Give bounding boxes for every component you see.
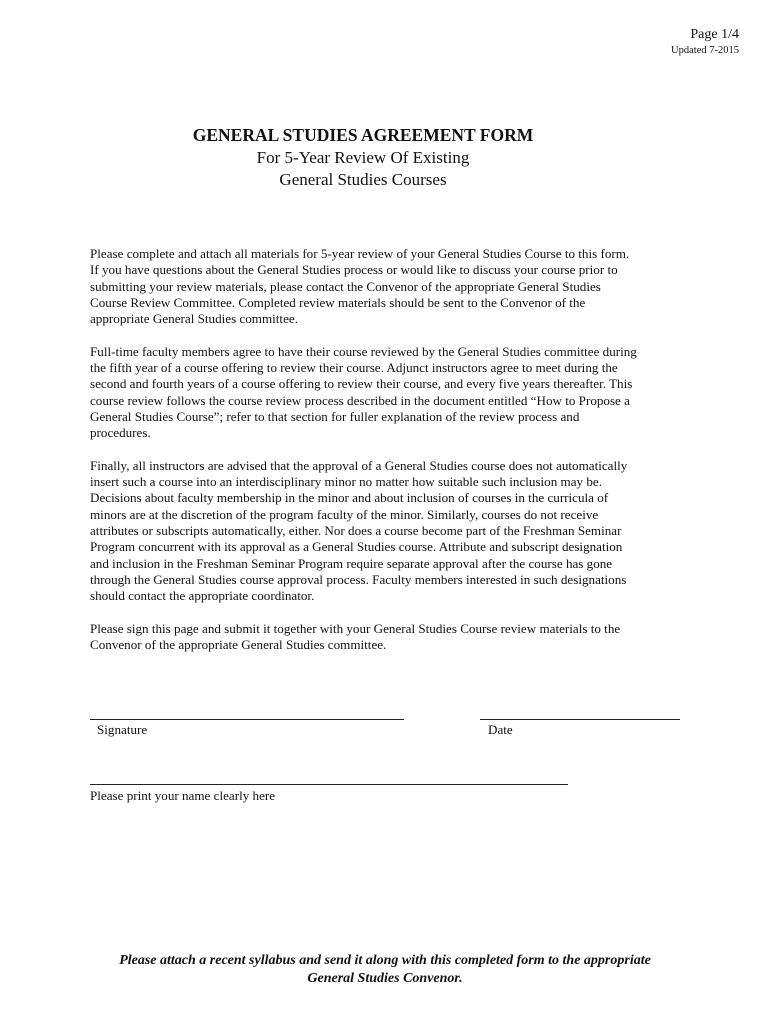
paragraph-instructions: Please complete and attach all materials for 5-year review of your General Studies Course to this form. If you have questions about the General Studies process or would like to discuss your course prior to submitting your review materials, please contact the Convenor of the appropriate General Studies Course Review Committee. Completed review materials should be sent to the Convenor of the appropriate General Studies committee. bbox=[90, 246, 630, 327]
date-label: Date bbox=[488, 722, 513, 737]
form-title: GENERAL STUDIES AGREEMENT FORM bbox=[192, 125, 534, 145]
page-number: Page 1/4 bbox=[690, 27, 739, 42]
paragraph-minor-inclusion: Finally, all instructors are advised that the approval of a General Studies course does not automatically insert such a course into an interdisciplinary minor no matter how suitable such inclusion may be. Decisions about faculty membership in the minor and about inclusion of courses in the curricula of minors are at the discretion of the program faculty of the minor. Similarly, courses do not receive attributes or subscripts automatically, either. Nor does a course become part of the Freshman Seminar Program concurrent with its approval as a General Studies course. Attribute and subscript designation and inclusion in the Freshman Seminar Program require separate approval after the course has gone through the General Studies course approval process. Faculty members interested in such designations should contact the appropriate coordinator. bbox=[90, 457, 628, 604]
signature-label: Signature bbox=[97, 722, 148, 737]
footer-note-line-1: Please attach a recent syllabus and send it along with this completed form to the appropriate bbox=[119, 953, 651, 968]
footer-note-line-2: General Studies Convenor. bbox=[307, 971, 463, 986]
paragraph-submission: Please sign this page and submit it together with your General Studies Course review materials to the Convenor of the appropriate General Studies committee. bbox=[90, 620, 621, 653]
date-line[interactable] bbox=[480, 719, 680, 720]
print-name-label: Please print your name clearly here bbox=[90, 788, 276, 803]
paragraph-review-schedule: Full-time faculty members agree to have their course reviewed by the General Studies committee during the fifth year of a course offering to review their course. Adjunct instructors agree to meet during the second and fourth years of a course offering to review their course, and every five years thereafter. This course review follows the course review process described in the document entitled “How to Propose a General Studies Course”; refer to that section for fuller explanation of the review process and procedures. bbox=[90, 343, 637, 441]
form-subtitle-line-2: General Studies Courses bbox=[279, 170, 447, 189]
updated-date: Updated 7-2015 bbox=[671, 45, 739, 56]
form-subtitle-line-1: For 5-Year Review Of Existing bbox=[256, 148, 470, 167]
footer-note bbox=[60, 952, 710, 988]
signature-line[interactable] bbox=[90, 719, 404, 720]
page-header bbox=[671, 27, 739, 57]
instructions-body bbox=[90, 246, 638, 670]
title-block bbox=[0, 124, 726, 191]
print-name-line[interactable] bbox=[90, 784, 568, 785]
